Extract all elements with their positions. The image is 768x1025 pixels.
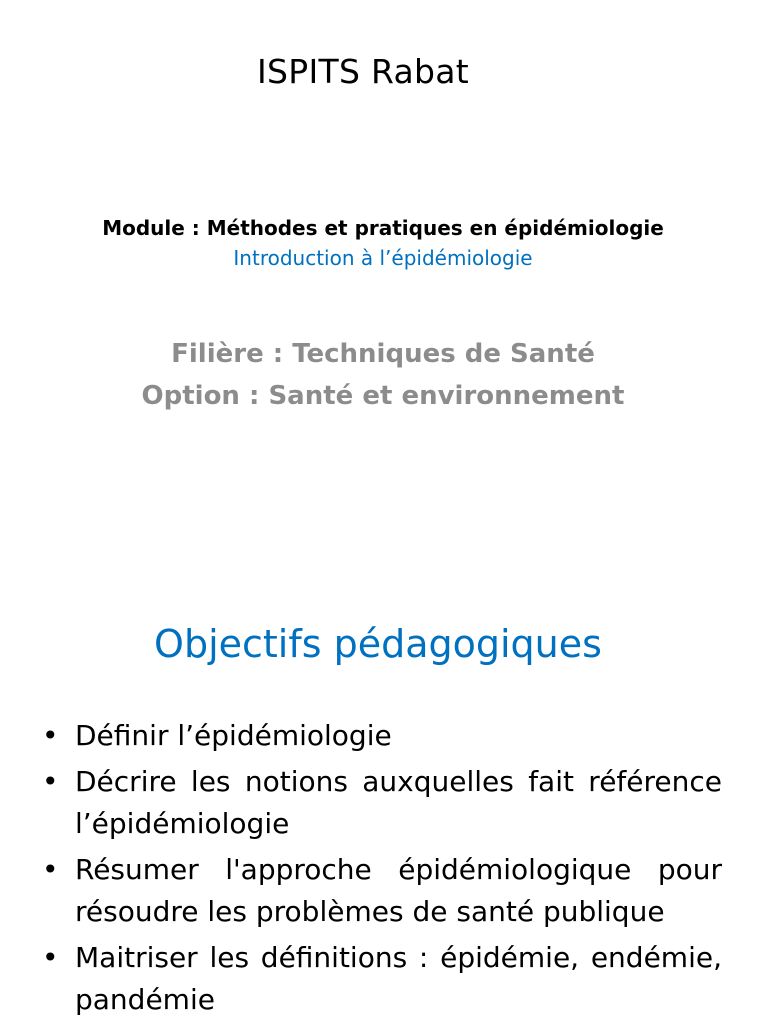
bullet-icon: • bbox=[42, 765, 59, 798]
module-subtitle: Introduction à l’épidémiologie bbox=[233, 246, 533, 270]
list-item bbox=[42, 937, 722, 1021]
objectives-heading: Objectifs pédagogiques bbox=[154, 622, 602, 666]
institution-name: ISPITS Rabat bbox=[256, 52, 470, 91]
list-item bbox=[42, 849, 722, 933]
filiere-line: Filière : Techniques de Santé bbox=[171, 339, 595, 369]
objectives-list bbox=[42, 715, 722, 1025]
bullet-icon: • bbox=[42, 719, 59, 752]
option-line: Option : Santé et environnement bbox=[141, 381, 625, 411]
program-block bbox=[0, 333, 766, 417]
objective-text: Définir l’épidémiologie bbox=[75, 719, 392, 752]
module-title: Module : Méthodes et pratiques en épidémiologie bbox=[102, 216, 664, 240]
module-block bbox=[0, 213, 766, 273]
bullet-icon: • bbox=[42, 853, 59, 886]
bullet-icon: • bbox=[42, 941, 59, 974]
objective-text: Résumer l'approche épidémiologique pour résoudre les problèmes de santé publique bbox=[75, 853, 722, 928]
objective-text: Décrire les notions auxquelles fait référence l’épidémiologie bbox=[75, 765, 722, 840]
objective-text: Maitriser les définitions : épidémie, endémie, pandémie bbox=[75, 941, 722, 1016]
list-item bbox=[42, 715, 722, 757]
list-item bbox=[42, 761, 722, 845]
